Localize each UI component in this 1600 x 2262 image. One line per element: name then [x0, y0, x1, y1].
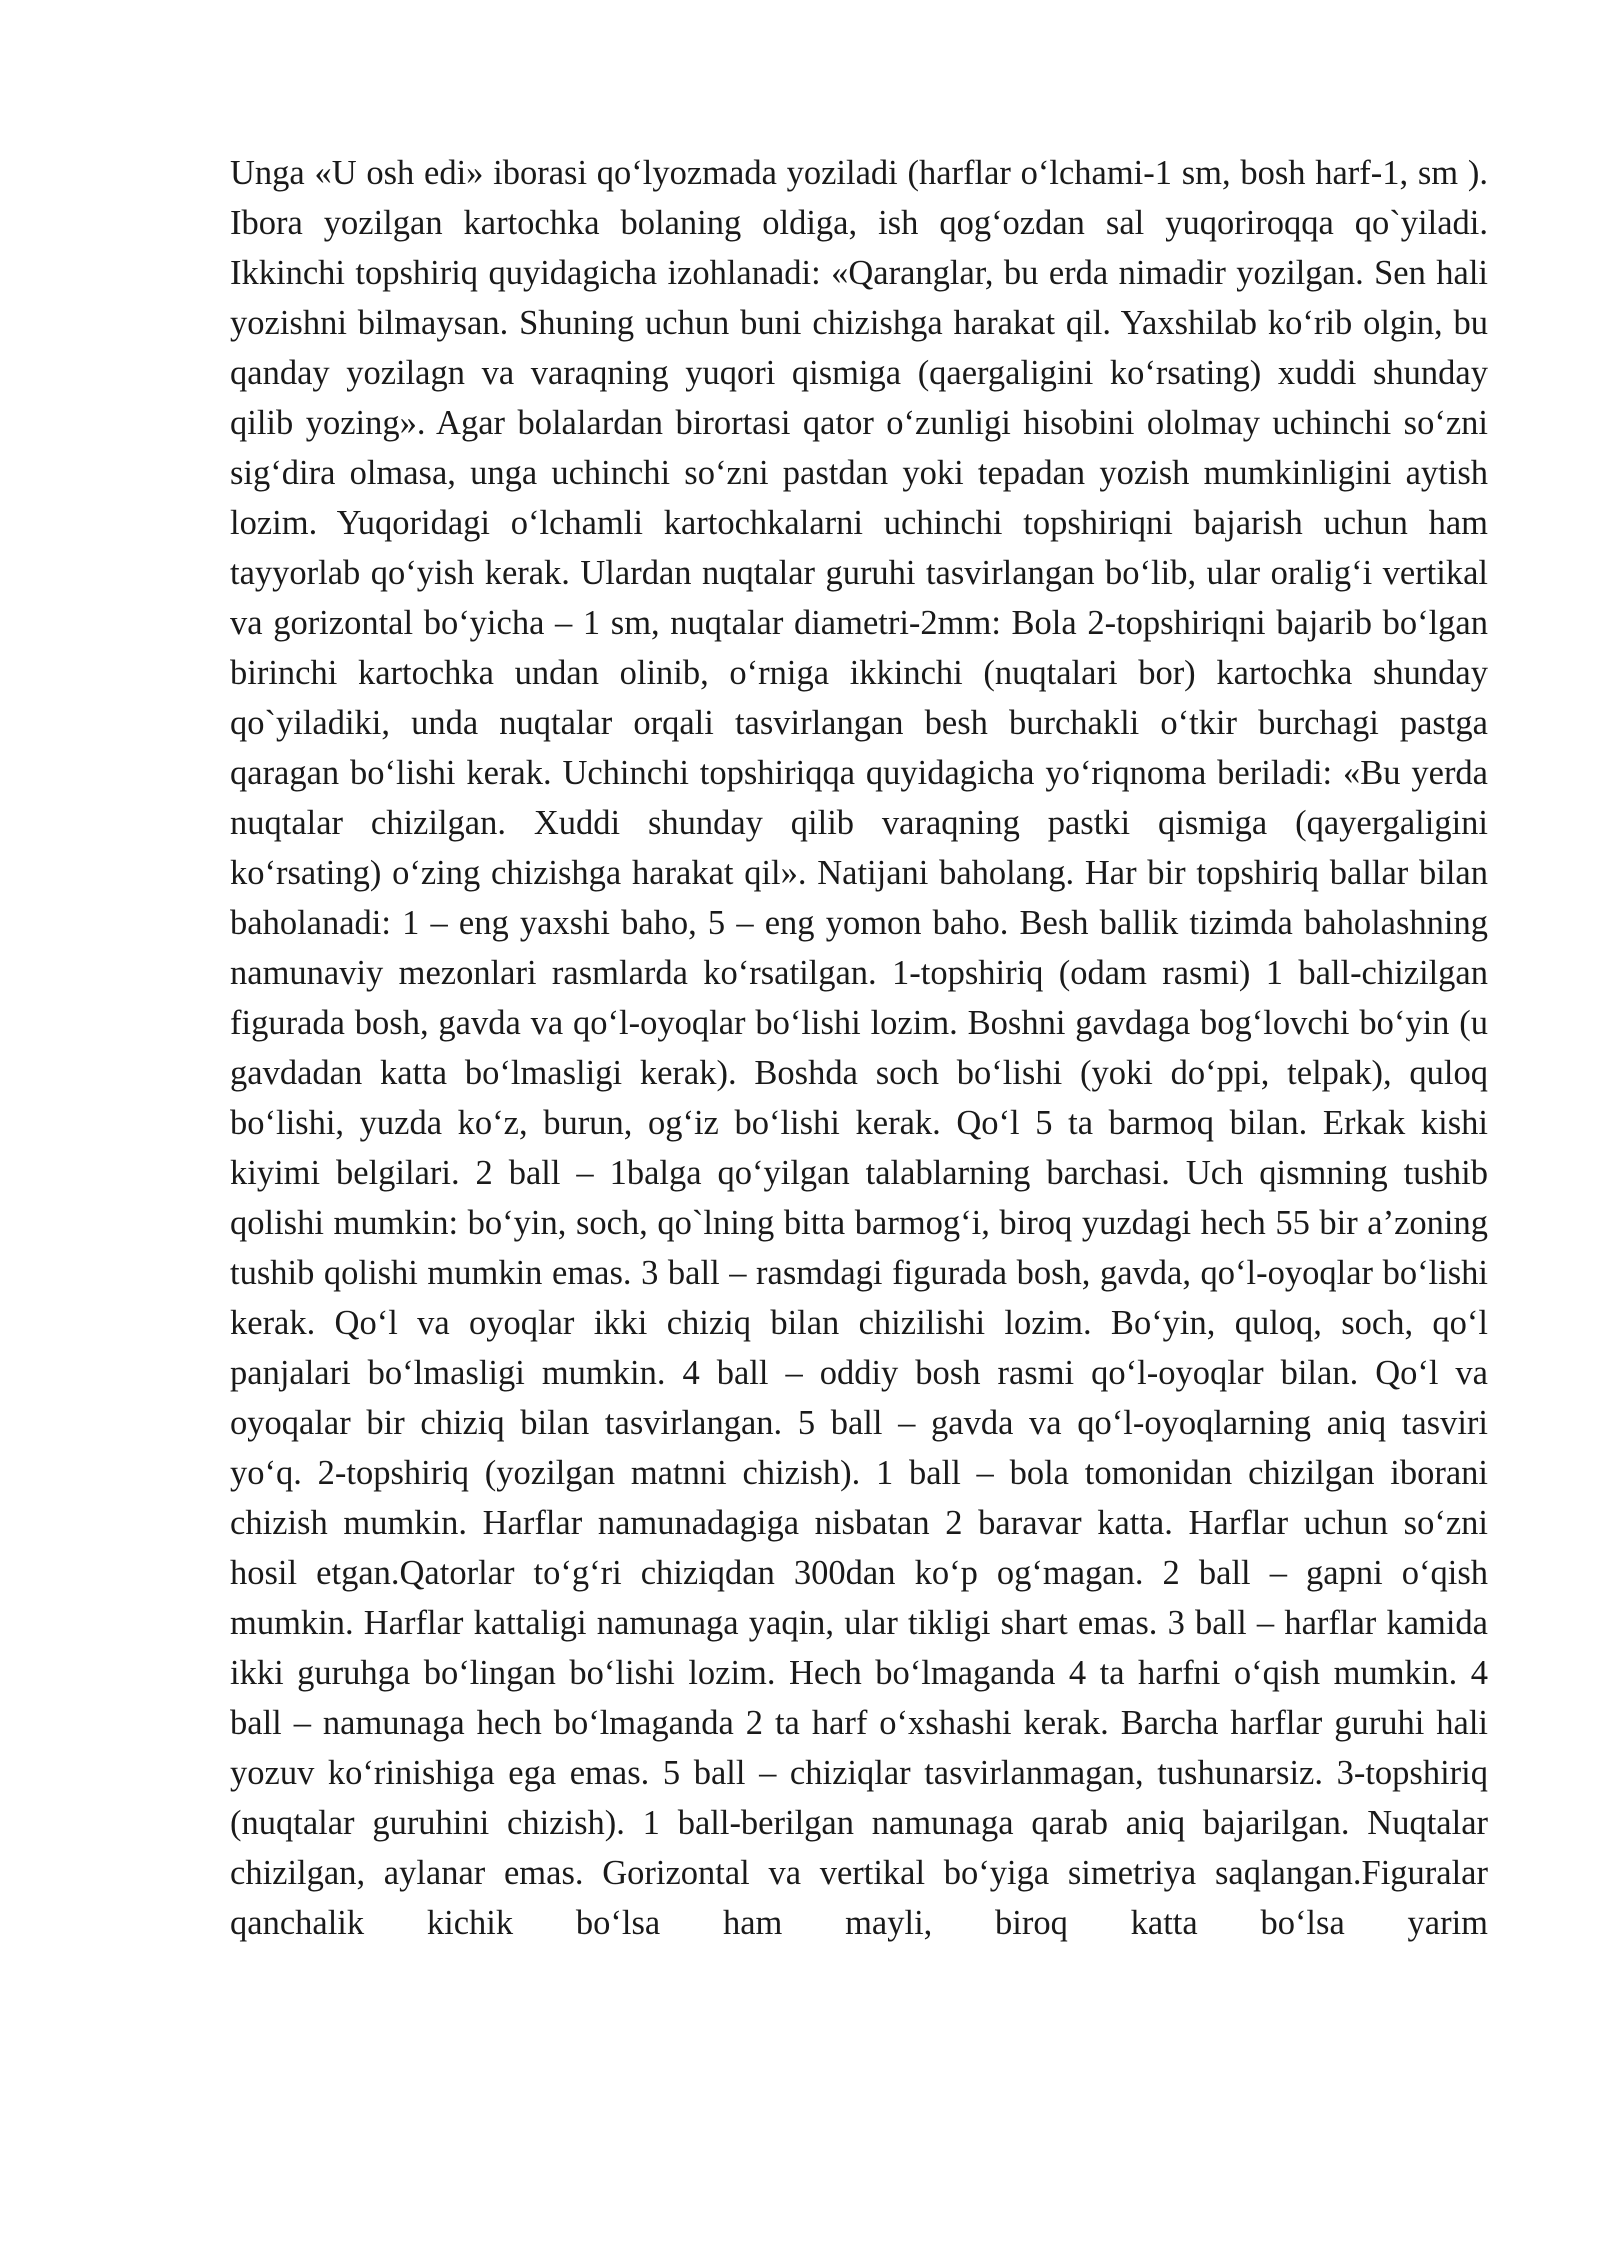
- body-paragraph: Unga «U osh edi» iborasi qo‘lyozmada yoziladi (harflar o‘lchami-1 sm, bosh harf-1, sm ). Ibora yozilgan kartochka bolaning oldiga, ish qog‘ozdan sal yuqoriroqqa qo`yiladi. Ikkinchi topshiriq quyidagicha izohlanadi: «Qaranglar, bu erda nimadir yozilgan. Sen hali yozishni bilmaysan. Shuning uchun buni chizishga harakat qil. Yaxshilab ko‘rib olgin, bu qanday yozilagn va varaqning yuqori qismiga (qaergaligini ko‘rsating) xuddi shunday qilib yozing». Agar bolalardan birortasi qator o‘zunligi hisobini ololmay uchinchi so‘zni sig‘dira olmasa, unga uchinchi so‘zni pastdan yoki tepadan yozish mumkinligini aytish lozim. Yuqoridagi o‘lchamli kartochkalarni uchinchi topshiriqni bajarish uchun ham tayyorlab qo‘yish kerak. Ulardan nuqtalar guruhi tasvirlangan bo‘lib, ular oralig‘i vertikal va gorizontal bo‘yicha – 1 sm, nuqtalar diametri-2mm: Bola 2-topshiriqni bajarib bo‘lgan birinchi kartochka undan olinib, o‘rniga ikkinchi (nuqtalari bor) kartochka shunday qo`yiladiki, unda nuqtalar orqali tasvirlangan besh burchakli o‘tkir burchagi pastga qaragan bo‘lishi kerak. Uchinchi topshiriqqa quyidagicha yo‘riqnoma beriladi: «Bu yerda nuqtalar chizilgan. Xuddi shunday qilib varaqning pastki qismiga (qayergaligini ko‘rsating) o‘zing chizishga harakat qil». Natijani baholang. Har bir topshiriq ballar bilan baholanadi: 1 – eng yaxshi baho, 5 – eng yomon baho. Besh ballik tizimda baholashning namunaviy mezonlari rasmlarda ko‘rsatilgan. 1-topshiriq (odam rasmi) 1 ball-chizilgan figurada bosh, gavda va qo‘l-oyoqlar bo‘lishi lozim. Boshni gavdaga bog‘lovchi bo‘yin (u gavdadan katta bo‘lmasligi kerak). Boshda soch bo‘lishi (yoki do‘ppi, telpak), quloq bo‘lishi, yuzda ko‘z, burun, og‘iz bo‘lishi kerak. Qo‘l 5 ta barmoq bilan. Erkak kishi kiyimi belgilari. 2 ball – 1balga qo‘yilgan talablarning barchasi. Uch qismning tushib qolishi mumkin: bo‘yin, soch, qo`lning bitta barmog‘i, biroq yuzdagi hech 55 bir a’zoning tushib qolishi mumkin emas. 3 ball – rasmdagi figurada bosh, gavda, qo‘l-oyoqlar bo‘lishi kerak. Qo‘l va oyoqlar ikki chiziq bilan chizilishi lozim. Bo‘yin, quloq, soch, qo‘l panjalari bo‘lmasligi mumkin. 4 ball – oddiy bosh rasmi qo‘l-oyoqlar bilan. Qo‘l va oyoqalar bir chiziq bilan tasvirlangan. 5 ball – gavda va qo‘l-oyoqlarning aniq tasviri yo‘q. 2-topshiriq (yozilgan matnni chizish). 1 ball – bola tomonidan chizilgan iborani chizish mumkin. Harflar namunadagiga nisbatan 2 baravar katta. Harflar uchun so‘zni hosil etgan.Qatorlar to‘g‘ri chiziqdan 300dan ko‘p og‘magan. 2 ball – gapni o‘qish mumkin. Harflar kattaligi namunaga yaqin, ular tikligi shart emas. 3 ball – harflar kamida ikki guruhga bo‘lingan bo‘lishi lozim. Hech bo‘lmaganda 4 ta harfni o‘qish mumkin. 4 ball – namunaga hech bo‘lmaganda 2 ta harf o‘xshashi kerak. Barcha harflar guruhi hali yozuv ko‘rinishiga ega emas. 5 ball – chiziqlar tasvirlanmagan, tushunarsiz. 3-topshiriq (nuqtalar guruhini chizish). 1 ball-berilgan namunaga qarab aniq bajarilgan. Nuqtalar chizilgan, aylanar emas. Gorizontal va vertikal bo‘yiga simetriya saqlangan.Figuralar qanchalik kichik bo‘lsa ham mayli, biroq katta bo‘lsa yarim: [230, 154, 1488, 1942]
